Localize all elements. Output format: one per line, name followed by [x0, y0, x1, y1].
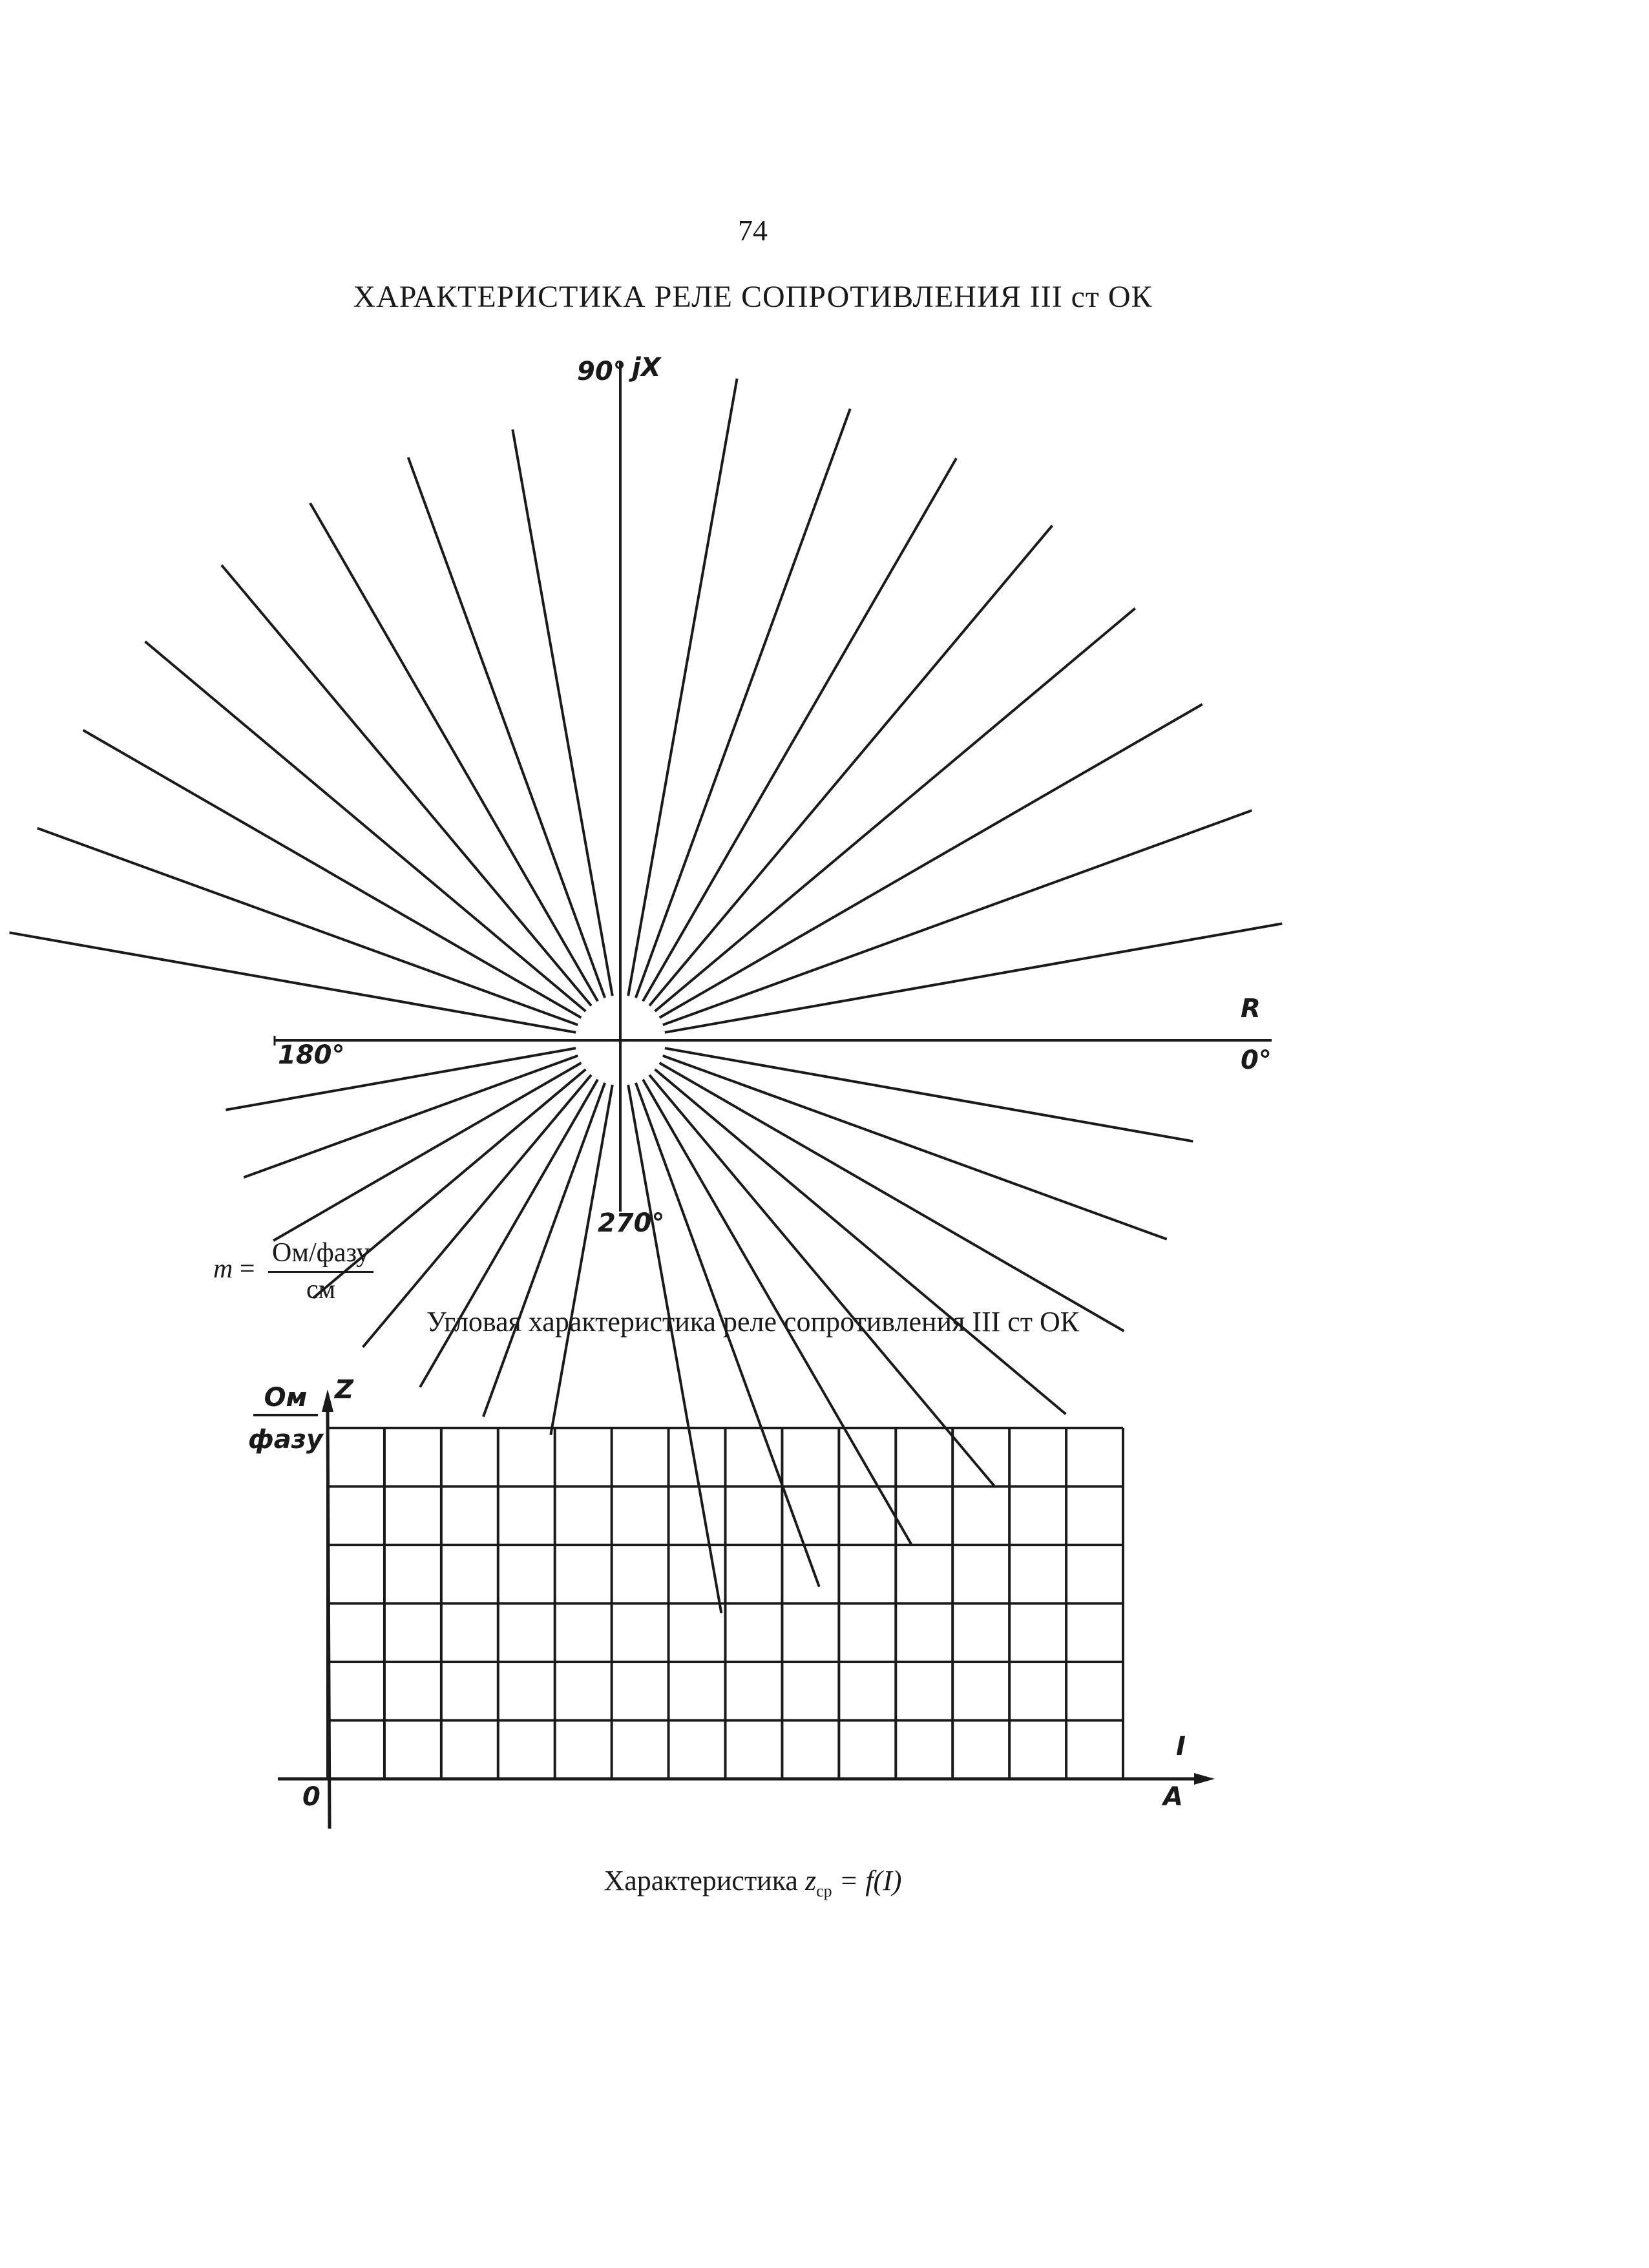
- polar-ray-140: [145, 642, 586, 1011]
- scale-denominator: см: [306, 1275, 336, 1305]
- polar-ray-350: [665, 1048, 1193, 1141]
- x-unit-label: A: [1163, 1782, 1183, 1812]
- polar-ray-10: [665, 923, 1282, 1032]
- caption-grid: [0, 1864, 1506, 1901]
- polar-ray-110: [408, 457, 605, 998]
- label-270-degrees: 270°: [598, 1208, 665, 1238]
- polar-ray-20: [663, 810, 1252, 1025]
- polar-ray-320: [655, 1069, 1066, 1414]
- y-axis-label: Z: [335, 1375, 354, 1405]
- polar-ray-80: [628, 379, 737, 996]
- x-axis-label: I: [1176, 1732, 1186, 1761]
- label-r: R: [1241, 994, 1261, 1024]
- polar-ray-210: [273, 1063, 581, 1241]
- polar-ray-280: [628, 1085, 721, 1613]
- page-title: ХАРАКТЕРИСТИКА РЕЛЕ СОПРОТИВЛЕНИЯ III ст ОК: [353, 280, 1153, 314]
- caption-angular: Угловая характеристика реле сопротивления III ст ОК: [426, 1306, 1080, 1338]
- caption-grid-suffix: = f(I): [832, 1865, 902, 1896]
- polar-ray-170: [10, 932, 576, 1033]
- i-axis-arrow: [1194, 1773, 1215, 1785]
- caption-grid-z: z: [804, 1865, 817, 1896]
- scale-fraction: [268, 1237, 373, 1305]
- caption-grid-z-subscript: ср: [816, 1881, 832, 1900]
- page-number: 74: [738, 214, 768, 247]
- polar-ray-100: [512, 430, 613, 996]
- scale-formula: [213, 1237, 373, 1305]
- grid-chart: [278, 1389, 1215, 1829]
- polar-ray-30: [660, 704, 1203, 1018]
- y-unit-numerator: Ом: [253, 1383, 318, 1416]
- polar-ray-50: [649, 525, 1053, 1005]
- polar-diagram: [10, 362, 1283, 1613]
- label-jx: jX: [632, 353, 661, 383]
- polar-ray-60: [643, 458, 956, 1001]
- z-axis-arrow: [322, 1389, 333, 1412]
- label-0-degrees: 0°: [1241, 1045, 1272, 1075]
- polar-ray-150: [83, 730, 582, 1018]
- polar-ray-310: [649, 1075, 994, 1486]
- scale-numerator: Ом/фазу: [268, 1237, 373, 1273]
- polar-ray-70: [636, 409, 850, 998]
- z-axis: [328, 1409, 330, 1829]
- caption-grid-prefix: Характеристика: [604, 1865, 805, 1896]
- label-180-degrees: 180°: [278, 1040, 345, 1070]
- polar-ray-160: [37, 828, 578, 1025]
- polar-ray-260: [551, 1085, 613, 1435]
- y-unit-denominator: фазу: [248, 1425, 323, 1454]
- label-90-degrees: 90°: [577, 357, 626, 386]
- origin-label: 0: [302, 1782, 320, 1812]
- scale-equals: =: [239, 1254, 255, 1285]
- polar-ray-240: [420, 1080, 598, 1387]
- polar-ray-130: [222, 565, 591, 1006]
- scale-variable: m: [213, 1254, 233, 1285]
- polar-ray-120: [310, 503, 598, 1002]
- polar-ray-40: [655, 609, 1135, 1012]
